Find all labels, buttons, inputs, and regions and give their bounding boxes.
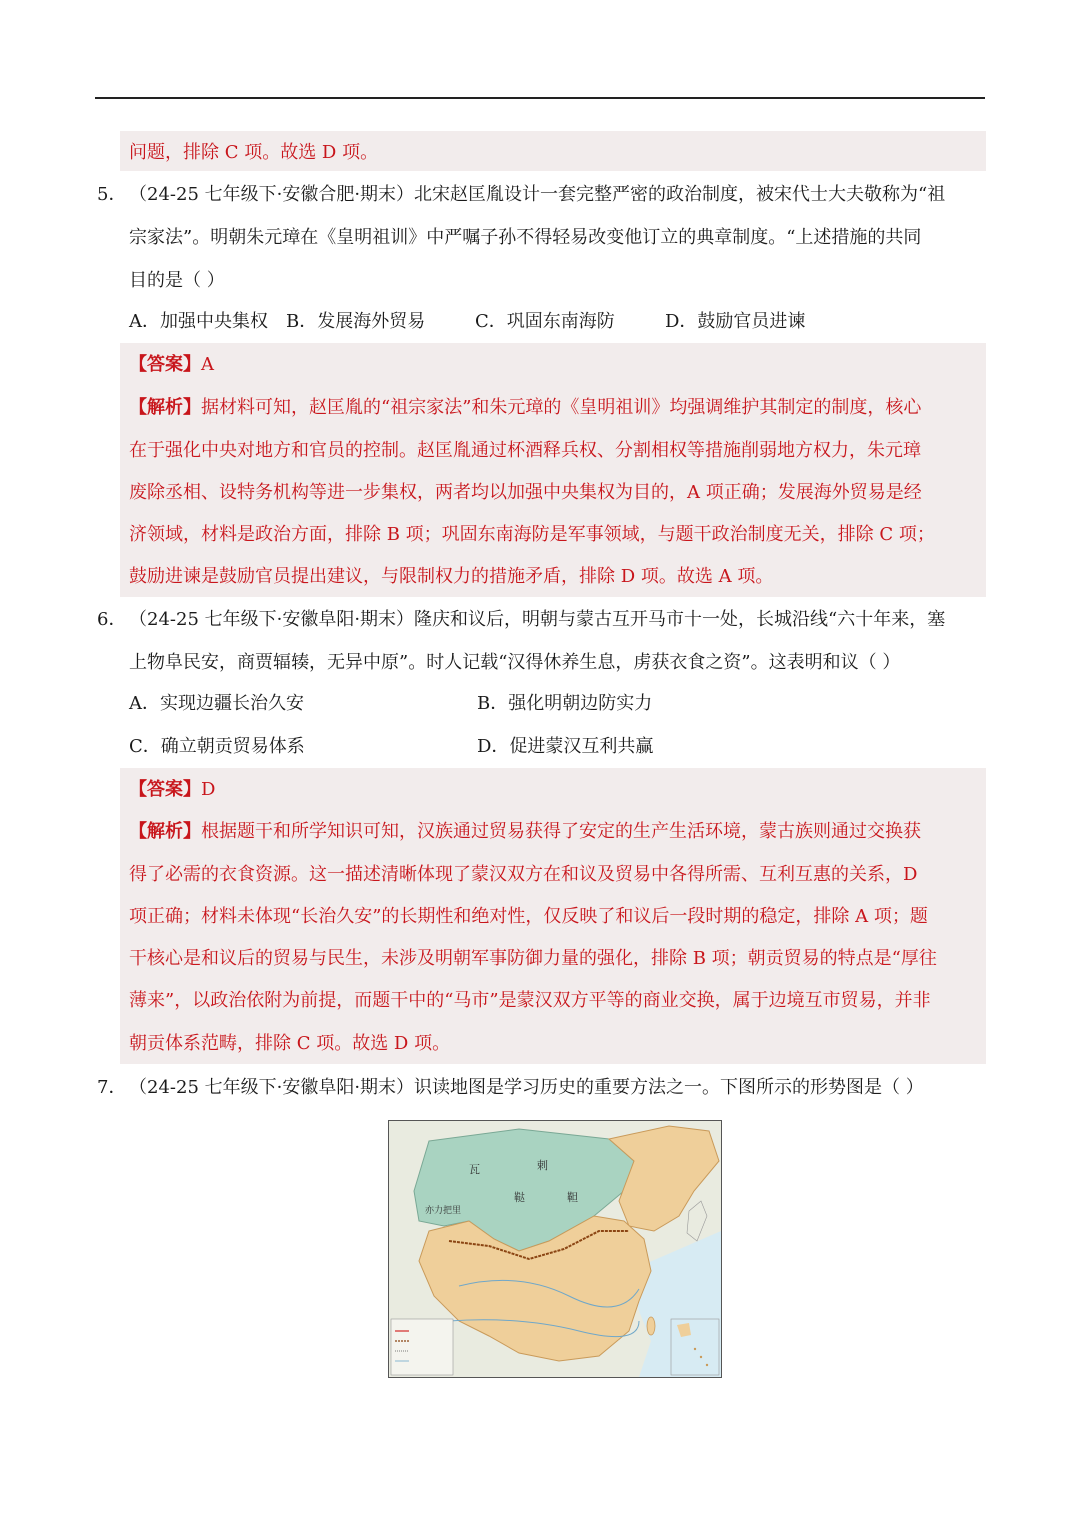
q6-analysis-line-3: 项正确；材料未体现“长治久安”的长期性和绝对性，仅反映了和议后一段时期的稳定，排除 A 项；题 bbox=[129, 906, 928, 927]
q6-analysis-line-2: 得了必需的衣食资源。这一描述清晰体现了蒙汉双方在和议及贸易中各得所需、互利互惠的关系，D bbox=[129, 864, 918, 885]
map-legend bbox=[391, 1319, 453, 1375]
q5-analysis-line-3: 废除丞相、设特务机构等进一步集权，两者均以加强中央集权为目的，A 项正确；发展海外贸易是经 bbox=[129, 482, 922, 503]
q5-number: 5． bbox=[97, 184, 127, 205]
q5-analysis-line-5: 鼓励进谏是鼓励官员提出建议，与限制权力的措施矛盾，排除 D 项。故选 A 项。 bbox=[129, 566, 774, 587]
inset-island-2 bbox=[700, 1356, 702, 1358]
q5-answer-value: A bbox=[201, 354, 214, 375]
q5-analysis-text-1: 据材料可知，赵匡胤的“祖宗家法”和朱元璋的《皇明祖训》均强调维护其制定的制度，核心 bbox=[201, 397, 922, 418]
q6-option-c: C．确立朝贡贸易体系 bbox=[129, 736, 305, 757]
q5-analysis-line-1 bbox=[129, 396, 921, 420]
q6-option-b: B．强化明朝边防实力 bbox=[477, 693, 653, 714]
q5-analysis-line-4: 济领域，材料是政治方面，排除 B 项；巩固东南海防是军事领域，与题干政治制度无关，排除 C 项； bbox=[129, 524, 935, 545]
q6-analysis-text-1: 根据题干和所学知识可知，汉族通过贸易获得了安定的生产生活环境，蒙古族则通过交换获 bbox=[201, 821, 921, 842]
map-label-wa: 瓦 bbox=[469, 1163, 480, 1176]
q6-option-d: D．促进蒙汉互利共赢 bbox=[477, 736, 654, 757]
q6-answer-value: D bbox=[201, 779, 216, 800]
q7-number: 7． bbox=[97, 1077, 127, 1098]
q6-analysis-line-4: 干核心是和议后的贸易与民生，未涉及明朝军事防御力量的强化，排除 B 项；朝贡贸易的特点是“厚往 bbox=[129, 948, 937, 969]
q5-option-b: B．发展海外贸易 bbox=[286, 311, 426, 332]
q5-analysis-label: 【解析】 bbox=[129, 397, 201, 418]
q6-answer-label: 【答案】 bbox=[129, 779, 201, 800]
map-label-da: 鞑 bbox=[514, 1191, 525, 1204]
inset-island-3 bbox=[706, 1364, 708, 1366]
q5-stem-line-1: （24-25 七年级下·安徽合肥·期末）北宋赵匡胤设计一套完整严密的政治制度，被宋代士大夫敬称为“祖 bbox=[129, 184, 946, 205]
q6-analysis-line-1 bbox=[129, 820, 921, 844]
q6-answer bbox=[129, 778, 215, 802]
q5-option-a: A．加强中央集权 bbox=[129, 311, 268, 332]
q5-stem-line-3: 目的是（ ） bbox=[129, 270, 225, 291]
prev-answer-text: 问题，排除 C 项。故选 D 项。 bbox=[129, 142, 379, 163]
map-label-yilibali: 亦力把里 bbox=[425, 1206, 462, 1216]
map-label-dan: 靼 bbox=[567, 1191, 578, 1204]
q6-analysis-label: 【解析】 bbox=[129, 821, 201, 842]
q5-answer bbox=[129, 353, 214, 377]
q5-option-c: C．巩固东南海防 bbox=[475, 311, 615, 332]
map-svg bbox=[389, 1121, 721, 1377]
map-island-taiwan bbox=[647, 1317, 655, 1335]
q5-stem-line-2: 宗家法”。明朝朱元璋在《皇明祖训》中严嘱子孙不得轻易改变他订立的典章制度。“上述措施的共同 bbox=[129, 227, 922, 248]
q5-answer-box bbox=[120, 343, 986, 597]
q6-analysis-line-6: 朝贡体系范畴，排除 C 项。故选 D 项。 bbox=[129, 1033, 451, 1054]
q5-answer-label: 【答案】 bbox=[129, 354, 201, 375]
map-label-la: 剌 bbox=[537, 1159, 548, 1172]
historical-map bbox=[388, 1120, 722, 1378]
q5-option-d: D．鼓励官员进谏 bbox=[665, 311, 806, 332]
q5-analysis-line-2: 在于强化中央对地方和官员的控制。赵匡胤通过杯酒释兵权、分割相权等措施削弱地方权力，朱元璋 bbox=[129, 440, 921, 461]
inset-island-1 bbox=[694, 1348, 696, 1350]
q6-stem-line-2: 上物阜民安，商贾辐辏，无异中原”。时人记载“汉得休养生息，虏获衣食之资”。这表明和议（ ） bbox=[129, 652, 901, 673]
q7-stem: （24-25 七年级下·安徽阜阳·期末）识读地图是学习历史的重要方法之一。下图所示的形势图是（ ） bbox=[129, 1077, 924, 1098]
q6-analysis-line-5: 薄来”，以政治依附为前提，而题干中的“马市”是蒙汉双方平等的商业交换，属于边境互市贸易，并非 bbox=[129, 990, 931, 1011]
q6-stem-line-1: （24-25 七年级下·安徽阜阳·期末）隆庆和议后，明朝与蒙古互开马市十一处，长城沿线“六十年来，塞 bbox=[129, 609, 946, 630]
q6-option-a: A．实现边疆长治久安 bbox=[129, 693, 304, 714]
header-rule bbox=[95, 97, 985, 99]
q6-number: 6． bbox=[97, 609, 127, 630]
